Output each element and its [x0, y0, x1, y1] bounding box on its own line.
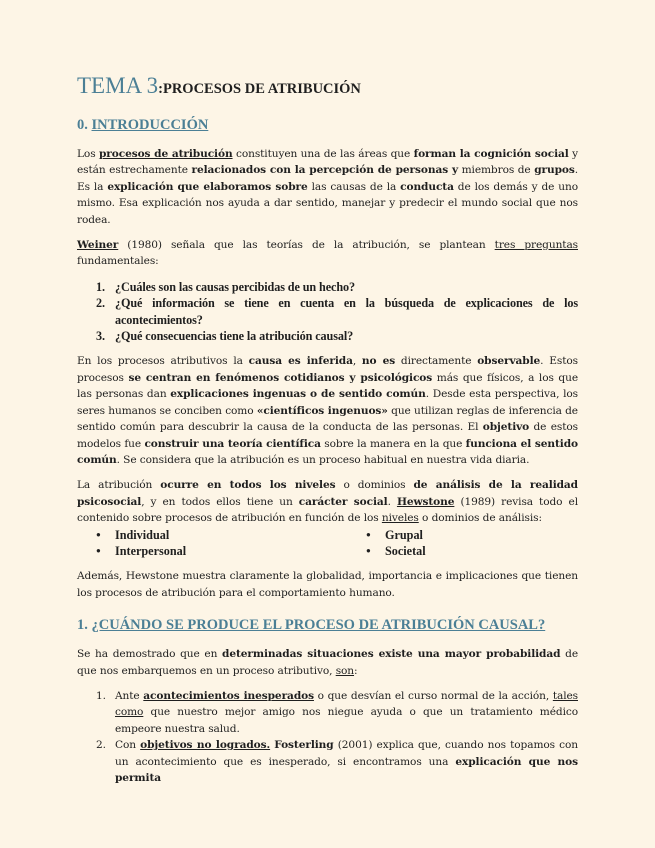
text-run: de que nos embarquemos en un proceso atributivo,: [77, 648, 578, 677]
text-run: Weiner: [77, 239, 119, 252]
text-run: Los: [77, 148, 99, 160]
text-run: ,: [352, 355, 362, 368]
text-run: explicación que elaboramos sobre: [107, 180, 308, 193]
text-run: :: [354, 664, 358, 677]
text-run: y están estrechamente: [77, 148, 578, 177]
text-run: causa es inferida: [248, 355, 353, 368]
text-run: , y en todos ellos tiene un: [141, 495, 299, 508]
text-run: .: [387, 495, 397, 508]
text-run: de análisis de la realidad psicosocial: [77, 479, 578, 508]
text-run: Además, Hewstone muestra claramente la globalidad, importancia e implicaciones que tienen los procesos de atribución para el comportamiento humano.: [77, 570, 578, 599]
text-run: relacionados con la percepción de personas y: [191, 164, 459, 177]
list-item: ● Societal: [366, 543, 566, 559]
text-run: construir una teoría científica: [144, 437, 321, 450]
text-run: Se ha demostrado que en: [77, 648, 223, 661]
text-run: observable: [477, 355, 541, 368]
text-run: o que desvían el curso normal de la acción,: [313, 689, 553, 702]
levels-paragraph: [77, 477, 578, 526]
text-run: carácter social: [298, 495, 388, 508]
text-run: determinadas situaciones existe una mayor probabilidad: [222, 648, 561, 661]
text-run: objetivos no logrados.: [140, 739, 271, 752]
text-run: grupos: [534, 164, 575, 177]
text-run: o dominios de análisis:: [418, 512, 542, 525]
text-run: explicaciones ingenuas o de sentido común: [170, 388, 426, 401]
intro-paragraph: [77, 146, 578, 228]
text-run: tres preguntas: [494, 239, 579, 252]
levels-list: [96, 527, 578, 560]
text-run: (2001) explica que, cuando nos topamos con un acontecimiento que es inesperado, si encontramos una: [115, 739, 578, 768]
text-run: que utilizan reglas de inferencia de sentido común para descubrir la causa de la conducta de las personas. El: [77, 404, 578, 434]
text-run: Fosterling: [274, 739, 334, 752]
section-0-title: INTRODUCCIÓN: [91, 117, 209, 133]
text-run: . Estos procesos: [77, 355, 578, 384]
text-run: forman la cognición social: [413, 148, 569, 160]
text-run: fundamentales:: [77, 255, 159, 268]
text-run: constituyen una de las áreas que: [232, 148, 414, 160]
text-run: que nuestro mejor amigo nos niegue ayuda o que un tratamiento médico empeore nuestra salud.: [115, 706, 578, 735]
text-run: son: [335, 664, 355, 677]
list-item: 1. ¿Cuáles son las causas percibidas de un hecho?: [96, 279, 355, 294]
situations-paragraph: [77, 646, 578, 679]
section-0-number: 0.: [77, 117, 92, 133]
text-run: (1980) señala que las teorías de la atribución, se plantean: [118, 239, 495, 252]
text-run: La atribución: [77, 479, 161, 492]
list-item: ● Grupal: [366, 527, 566, 543]
text-run: Ante: [115, 689, 144, 702]
text-run: Con: [115, 739, 141, 752]
list-item: ● Individual: [96, 527, 366, 543]
text-run: conducta: [400, 180, 454, 193]
atributive-processes-paragraph: [77, 353, 578, 468]
text-run: . Desde esta perspectiva, los seres humanos se conciben como: [77, 388, 578, 417]
list-item: 2. Con objetivos no logrados. Fosterling (2001) explica que, cuando nos topamos con un acontecimiento que es inesperado, si encontramos una explicación que nos permita: [96, 739, 578, 784]
section-0-heading: [77, 117, 578, 134]
text-run: ocurre en todos los niveles: [160, 479, 336, 492]
list-item: 1. Ante acontecimientos inesperados o que desvían el curso normal de la acción, tales como que nuestro mejor amigo nos niegue ayuda o que un tratamiento médico empeore nuestra salud.: [96, 689, 578, 735]
text-run: no es: [361, 355, 396, 368]
text-run: o dominios: [335, 479, 414, 492]
text-run: . Se considera que la atribución es un proceso habitual en nuestra vida diaria.: [116, 453, 530, 466]
text-run: más que físicos, a los que las personas dan: [77, 371, 578, 401]
text-run: «científicos ingenuos»: [256, 404, 388, 417]
text-run: . Es la: [77, 164, 578, 193]
text-run: niveles: [381, 512, 419, 525]
questions-list: [77, 279, 578, 345]
text-run: objetivo: [482, 421, 530, 434]
text-run: se centran en fenómenos cotidianos y psicológicos: [128, 371, 433, 384]
text-run: En los procesos atributivos la: [77, 355, 249, 368]
title-tema: TEMA 3: [77, 73, 159, 98]
section-1-title: ¿CUÁNDO SE PRODUCE EL PROCESO DE ATRIBUCIÓN CAUSAL?: [91, 617, 546, 634]
text-run: sobre la manera en la que: [320, 437, 466, 450]
title-topic: :PROCESOS DE ATRIBUCIÓN: [158, 81, 361, 97]
weiner-paragraph: [77, 237, 578, 270]
list-item: ● Interpersonal: [96, 543, 366, 559]
section-1-heading: [77, 617, 578, 634]
document-title: [77, 74, 578, 97]
text-run: de estos modelos fue: [77, 421, 578, 450]
list-item: 3. ¿Qué consecuencias tiene la atribución causal?: [96, 329, 354, 344]
text-run: tales como: [115, 689, 578, 719]
list-item: 2. ¿Qué información se tiene en cuenta en la búsqueda de explicaciones de los acontecimientos?: [96, 296, 578, 327]
text-run: procesos de atribución: [98, 148, 233, 160]
hewstone-paragraph: [77, 568, 578, 601]
text-run: funciona el sentido común: [77, 437, 578, 466]
text-run: las causas de la: [307, 180, 401, 193]
text-run: directamente: [395, 355, 478, 368]
section-1-number: 1.: [77, 617, 92, 634]
text-run: (1989) revisa todo el contenido sobre procesos de atribución en función de los: [77, 495, 578, 525]
situations-list: [77, 688, 578, 786]
text-run: explicación que nos permita: [115, 755, 578, 784]
text-run: miembros de: [458, 164, 535, 177]
text-run: de los demás y de uno mismo. Esa explicación nos ayuda a dar sentido, manejar y predecir el mundo social que nos rodea.: [77, 180, 578, 226]
text-run: acontecimientos inesperados: [143, 689, 314, 702]
text-run: Hewstone: [396, 495, 455, 508]
